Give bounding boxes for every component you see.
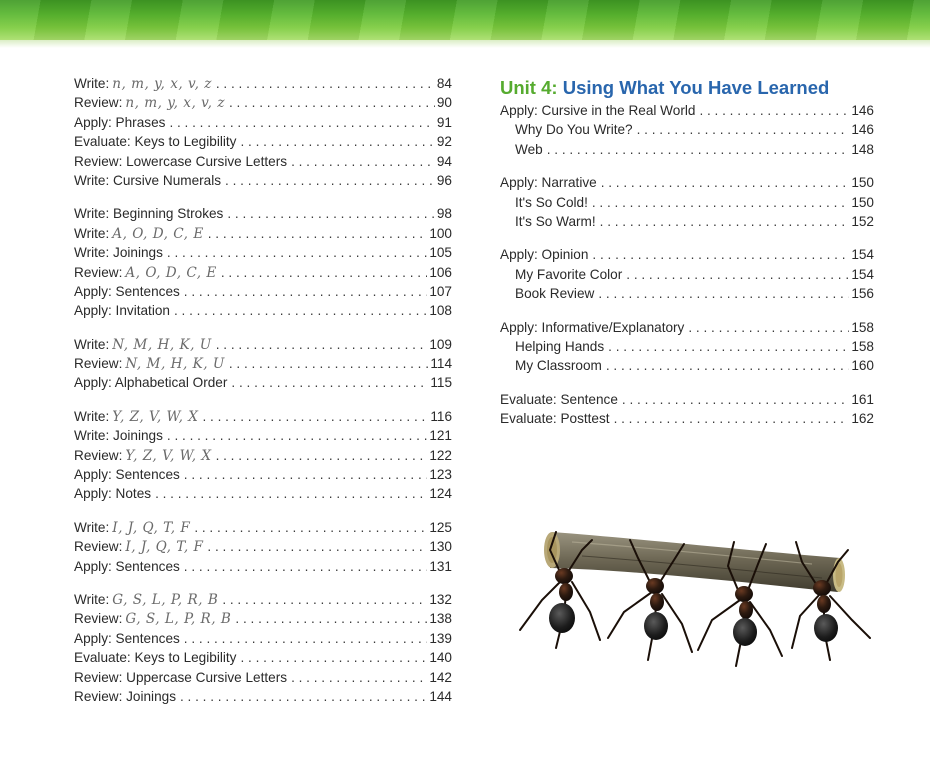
toc-entry-page-number: 90 (436, 95, 452, 111)
toc-group (74, 335, 452, 393)
toc-entry-page-number: 132 (429, 591, 452, 607)
unit-heading (500, 75, 874, 101)
dot-leader (222, 590, 427, 609)
dot-leader (229, 93, 435, 112)
toc-entry (74, 557, 452, 576)
toc-entry (74, 426, 452, 445)
toc-entry-cursive-letters: G, S, L, P, R, B (112, 591, 219, 608)
toc-entry-label: Review: (74, 95, 123, 111)
toc-entry (500, 245, 874, 264)
toc-entry-label: Review: (74, 356, 123, 372)
toc-entry (74, 152, 452, 171)
toc-entry-label: Write: Joinings (74, 428, 163, 444)
toc-entry-cursive-letters: N, M, H, K, U (125, 356, 225, 373)
dot-leader (598, 284, 849, 303)
toc-entry-page-number: 123 (429, 467, 452, 483)
toc-entry-cursive-letters: G, S, L, P, R, B (125, 611, 232, 628)
toc-entry-cursive-letters: I, J, Q, T, F (125, 539, 204, 556)
dot-leader (180, 687, 427, 706)
toc-entry-label: Review: (74, 264, 123, 280)
toc-entry-page-number: 109 (429, 336, 452, 352)
toc-entry-label: Write: (74, 336, 110, 352)
toc-entry-label: Evaluate: Keys to Legibility (74, 650, 237, 666)
dot-leader (606, 356, 849, 375)
toc-entry-label: It's So Cold! (515, 194, 588, 210)
toc-entry-cursive-letters: Y, Z, V, W, X (112, 408, 199, 425)
toc-group (74, 518, 452, 576)
toc-entry-label: Write: (74, 519, 110, 535)
toc-entry-label: Review: Uppercase Cursive Letters (74, 669, 288, 685)
toc-entry-label: Apply: Sentences (74, 467, 180, 483)
toc-entry-label: Apply: Informative/Explanatory (500, 319, 685, 335)
toc-entry-page-number: 146 (851, 103, 874, 118)
toc-group (74, 407, 452, 504)
dot-leader (592, 245, 849, 264)
unit-number: Unit 4: (500, 77, 558, 98)
dot-leader (184, 282, 428, 301)
toc-entry-page-number: 116 (430, 408, 452, 424)
toc-entry-cursive-letters: N, M, H, K, U (112, 336, 212, 353)
toc-entry-label: It's So Warm! (515, 213, 596, 229)
toc-entry-page-number: 146 (851, 122, 874, 138)
ants-carrying-log-photo (512, 520, 882, 670)
toc-entry-label: My Classroom (515, 358, 602, 374)
dot-leader (637, 120, 850, 139)
toc-entry-cursive-letters: Y, Z, V, W, X (125, 447, 212, 464)
toc-entry-page-number: 156 (851, 286, 874, 302)
toc-entry-cursive-letters: I, J, Q, T, F (112, 519, 191, 536)
toc-entry-page-number: 154 (851, 266, 874, 282)
toc-entry-label: Write: (74, 76, 110, 91)
dot-leader (592, 193, 849, 212)
dot-leader (184, 465, 428, 484)
toc-entry-page-number: 142 (429, 669, 452, 685)
toc-entry (74, 282, 452, 301)
toc-entry (74, 648, 452, 667)
toc-entry-page-number: 92 (436, 134, 452, 150)
toc-group (74, 590, 452, 706)
dot-leader (194, 518, 427, 537)
dot-leader (600, 212, 850, 231)
dot-leader (240, 132, 434, 151)
toc-entry-cursive-letters: A, O, D, C, E (112, 225, 204, 242)
toc-entry-page-number: 160 (851, 358, 874, 374)
toc-entry-label: Review: (74, 611, 123, 627)
dot-leader (184, 557, 428, 576)
toc-right-column (500, 75, 874, 442)
toc-entry (500, 140, 874, 159)
dot-leader (240, 648, 427, 667)
toc-entry-page-number: 108 (429, 303, 452, 319)
toc-entry (500, 173, 874, 192)
toc-entry (500, 101, 874, 120)
dot-leader (291, 152, 435, 171)
dot-leader (202, 407, 428, 426)
dot-leader (208, 224, 428, 243)
toc-entry (500, 284, 874, 303)
toc-entry-page-number: 148 (851, 141, 874, 157)
ant (549, 568, 575, 633)
dot-leader (622, 390, 849, 409)
toc-entry (74, 132, 452, 151)
toc-entry-label: Write: Cursive Numerals (74, 172, 222, 188)
toc-group (74, 74, 452, 190)
log (544, 532, 845, 592)
toc-entry (500, 390, 874, 409)
toc-entry-label: Apply: Cursive in the Real World (500, 103, 696, 118)
toc-entry-label: Apply: Sentences (74, 630, 180, 646)
toc-entry-label: Apply: Notes (74, 486, 152, 502)
toc-entry-label: Write: Beginning Strokes (74, 206, 224, 222)
dot-leader (174, 301, 427, 320)
toc-entry-label: Apply: Phrases (74, 114, 166, 130)
dot-leader (216, 335, 428, 354)
toc-entry-label: Write: (74, 225, 110, 241)
toc-entry-page-number: 84 (436, 76, 452, 91)
unit-title: Using What You Have Learned (562, 77, 830, 98)
dot-leader (608, 337, 849, 356)
toc-entry (74, 204, 452, 223)
toc-group (500, 173, 874, 231)
dot-leader (167, 426, 427, 445)
toc-entry (500, 337, 874, 356)
toc-entry-page-number: 94 (436, 153, 452, 169)
toc-entry (74, 224, 452, 243)
toc-entry (74, 465, 452, 484)
dot-leader (699, 101, 849, 120)
toc-entry-label: Write: (74, 591, 110, 607)
toc-entry-page-number: 139 (429, 630, 452, 646)
toc-entry-label: Book Review (515, 286, 595, 302)
toc-entry-label: Evaluate: Sentence (500, 391, 618, 407)
toc-group (500, 318, 874, 376)
dot-leader (688, 318, 849, 337)
toc-entry-cursive-letters: n, m, y, x, v, z (112, 76, 212, 92)
toc-entry (500, 318, 874, 337)
dot-leader (216, 446, 428, 465)
toc-entry (74, 407, 452, 426)
toc-entry (74, 263, 452, 282)
toc-entry-label: Why Do You Write? (515, 122, 633, 138)
toc-entry (74, 373, 452, 392)
toc-entry (74, 537, 452, 556)
toc-entry-page-number: 140 (429, 650, 452, 666)
dot-leader (231, 373, 428, 392)
ant (644, 578, 668, 640)
toc-entry (500, 120, 874, 139)
toc-entry-label: Apply: Invitation (74, 303, 170, 319)
toc-entry (500, 409, 874, 428)
dot-leader (614, 409, 850, 428)
toc-entry-page-number: 131 (429, 558, 452, 574)
toc-group (500, 245, 874, 303)
dot-leader (547, 140, 850, 159)
toc-entry-label: Review: (74, 447, 123, 463)
toc-entry-label: Apply: Sentences (74, 283, 180, 299)
toc-group (74, 204, 452, 320)
toc-entry-page-number: 115 (430, 375, 452, 391)
toc-entry (74, 113, 452, 132)
toc-entry-page-number: 158 (851, 338, 874, 354)
toc-entry (74, 668, 452, 687)
toc-entry-page-number: 122 (429, 447, 452, 463)
toc-entry (74, 243, 452, 262)
toc-entry-page-number: 162 (851, 411, 874, 427)
banner-shadow (0, 40, 930, 48)
toc-entry (500, 356, 874, 375)
toc-entry-page-number: 96 (436, 172, 452, 188)
toc-entry-cursive-letters: A, O, D, C, E (125, 264, 217, 281)
toc-entry (74, 171, 452, 190)
toc-entry (74, 687, 452, 706)
toc-entry-label: Apply: Narrative (500, 175, 597, 191)
toc-entry (74, 446, 452, 465)
dot-leader (601, 173, 850, 192)
toc-entry (74, 74, 452, 93)
toc-entry-page-number: 100 (429, 225, 452, 241)
dot-leader (227, 204, 435, 223)
toc-entry-page-number: 138 (429, 611, 452, 627)
toc-entry-page-number: 121 (429, 428, 452, 444)
toc-entry-page-number: 150 (851, 194, 874, 210)
dot-leader (229, 354, 428, 373)
toc-entry-label: Review: (74, 539, 123, 555)
toc-entry (74, 629, 452, 648)
toc-entry-page-number: 125 (429, 519, 452, 535)
toc-entry-page-number: 161 (851, 391, 874, 407)
toc-entry-label: Review: Lowercase Cursive Letters (74, 153, 288, 169)
dot-leader (207, 537, 427, 556)
top-green-banner (0, 0, 930, 40)
toc-entry (74, 93, 452, 112)
toc-entry-page-number: 106 (429, 264, 452, 280)
toc-group (500, 101, 874, 159)
toc-entry-label: Apply: Opinion (500, 247, 589, 263)
toc-entry-page-number: 144 (429, 688, 452, 704)
dot-leader (216, 74, 435, 93)
toc-entry (74, 354, 452, 373)
toc-entry-page-number: 114 (430, 356, 452, 372)
toc-entry (500, 265, 874, 284)
toc-entry-page-number: 105 (429, 245, 452, 261)
toc-entry-cursive-letters: n, m, y, x, v, z (125, 95, 225, 112)
toc-entry-label: Evaluate: Keys to Legibility (74, 134, 237, 150)
dot-leader (235, 609, 427, 628)
toc-entry-page-number: 91 (436, 114, 452, 130)
toc-entry-label: Apply: Sentences (74, 558, 180, 574)
toc-entry (74, 518, 452, 537)
dot-leader (225, 171, 435, 190)
toc-entry-label: Write: Joinings (74, 245, 163, 261)
toc-entry-label: Review: Joinings (74, 688, 176, 704)
toc-entry (74, 609, 452, 628)
dot-leader (184, 629, 428, 648)
toc-entry-label: Web (515, 141, 543, 157)
toc-entry-label: Evaluate: Posttest (500, 411, 610, 427)
toc-left-column (74, 74, 452, 720)
toc-entry-page-number: 107 (429, 283, 452, 299)
toc-entry-label: Write: (74, 408, 110, 424)
toc-entry-label: Helping Hands (515, 338, 605, 354)
ant (733, 586, 757, 646)
toc-entry-page-number: 158 (851, 319, 874, 335)
toc-entry-label: My Favorite Color (515, 266, 623, 282)
dot-leader (626, 265, 849, 284)
toc-entry (74, 335, 452, 354)
toc-entry-page-number: 124 (429, 486, 452, 502)
toc-entry-page-number: 98 (436, 206, 452, 222)
unit-4-entries (500, 101, 874, 428)
dot-leader (291, 668, 427, 687)
toc-entry-page-number: 154 (851, 247, 874, 263)
dot-leader (169, 113, 434, 132)
toc-entry (74, 301, 452, 320)
dot-leader (221, 263, 427, 282)
toc-entry-page-number: 130 (429, 539, 452, 555)
toc-group (500, 390, 874, 429)
toc-entry-page-number: 152 (851, 213, 874, 229)
toc-entry (500, 193, 874, 212)
toc-entry-label: Apply: Alphabetical Order (74, 375, 228, 391)
dot-leader (167, 243, 427, 262)
toc-entry (500, 212, 874, 231)
dot-leader (155, 484, 427, 503)
toc-entry (74, 484, 452, 503)
toc-entry (74, 590, 452, 609)
toc-entry-page-number: 150 (851, 175, 874, 191)
